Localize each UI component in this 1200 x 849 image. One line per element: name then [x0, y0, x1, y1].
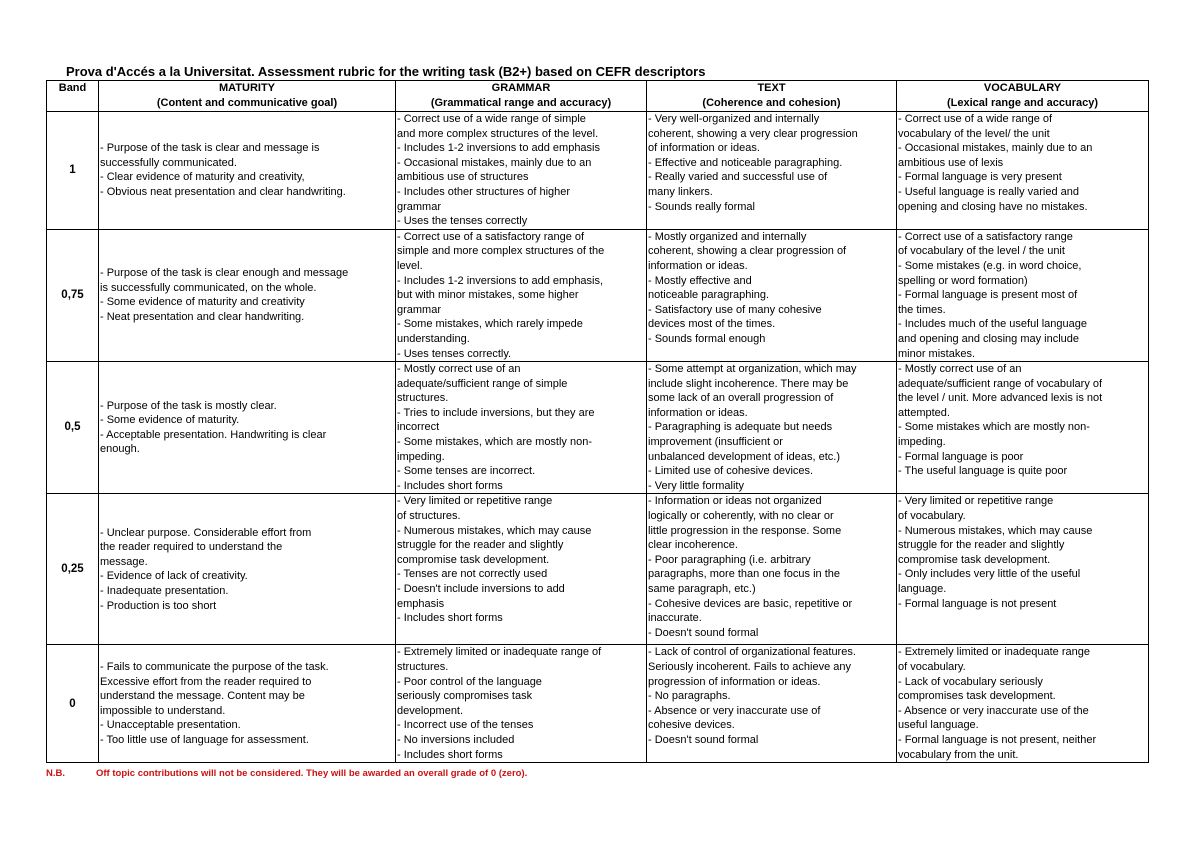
header-row	[47, 81, 1149, 112]
descriptor-line: unbalanced development of ideas, etc.)	[648, 450, 841, 463]
descriptor-line: - The useful language is quite poor	[898, 465, 1068, 478]
text-descriptor	[647, 229, 897, 361]
descriptor-line: - Evidence of lack of creativity.	[100, 570, 248, 583]
descriptor-line: - Mostly correct use of an	[898, 363, 1022, 376]
descriptor-line: - Only includes very little of the useful	[898, 568, 1081, 581]
descriptor-line: the times.	[898, 303, 946, 316]
descriptor-line: language.	[898, 583, 947, 595]
descriptor-line: - Absence or very inaccurate use of	[648, 704, 821, 717]
descriptor-line: - Includes 1-2 inversions to add emphasis,	[397, 274, 604, 287]
descriptor-line: - Unacceptable presentation.	[100, 719, 241, 732]
descriptor-line: - Paragraphing is adequate but needs	[648, 421, 833, 434]
descriptor-line: - Very little formality	[648, 479, 744, 492]
page-title: Prova d'Accés a la Universitat. Assessment rubric for the writing task (B2+) based on CEFR descriptors	[66, 64, 706, 79]
descriptor-line: - Some mistakes (e.g. in word choice,	[898, 259, 1082, 272]
maturity-descriptor	[99, 494, 396, 645]
descriptor-line: - Some attempt at organization, which may	[648, 363, 857, 376]
descriptor-line: devices most of the times.	[648, 318, 776, 331]
descriptor-line: - Absence or very inaccurate use of the	[898, 704, 1089, 717]
text-descriptor	[647, 645, 897, 763]
descriptor-line: the level / unit. More advanced lexis is not	[898, 392, 1103, 405]
descriptor-line: is successfully communicated, on the whole.	[100, 281, 317, 294]
descriptor-line: - Acceptable presentation. Handwriting is clear	[100, 428, 327, 441]
descriptor-line: - Uses tenses correctly.	[397, 347, 512, 360]
maturity-descriptor	[99, 645, 396, 763]
descriptor-line: paragraphs, more than one focus in the	[648, 568, 841, 581]
vocabulary-descriptor	[897, 362, 1149, 494]
descriptor-line: - Effective and noticeable paragraphing.	[648, 156, 843, 169]
descriptor-line: - Very well-organized and internally	[648, 113, 820, 125]
band-score: 0,25	[47, 494, 99, 645]
descriptor-line: - Clear evidence of maturity and creativity,	[100, 171, 305, 184]
descriptor-line: - Sounds really formal	[648, 200, 755, 213]
descriptor-line: successfully communicated.	[100, 156, 237, 169]
descriptor-line: - Extremely limited or inadequate range of	[397, 646, 602, 659]
descriptor-line: compromises task development.	[898, 690, 1056, 703]
descriptor-line: - Correct use of a wide range of simple	[397, 113, 586, 125]
descriptor-line: - Uses the tenses correctly	[397, 215, 528, 228]
descriptor-line: - Includes short forms	[397, 748, 503, 761]
descriptor-line: - No inversions included	[397, 734, 515, 746]
descriptor-line: - Occasional mistakes, mainly due to an	[898, 142, 1093, 155]
descriptor-line: of structures.	[397, 510, 461, 523]
descriptor-line: - Purpose of the task is mostly clear.	[100, 399, 277, 412]
descriptor-line: - Occasional mistakes, mainly due to an	[397, 156, 592, 169]
descriptor-line: minor mistakes.	[898, 347, 976, 360]
footnote	[46, 768, 527, 779]
descriptor-line: - No paragraphs.	[648, 690, 731, 703]
descriptor-line: useful language.	[898, 719, 979, 732]
descriptor-line: understand the message. Content may be	[100, 690, 305, 703]
descriptor-line: - Mostly correct use of an	[397, 363, 521, 376]
descriptor-line: - Correct use of a wide range of	[898, 113, 1053, 125]
maturity-descriptor	[99, 229, 396, 361]
header-grammar: GRAMMAR (Grammatical range and accuracy)	[396, 81, 647, 112]
descriptor-line: impeding.	[397, 450, 445, 463]
descriptor-line: - Doesn't sound formal	[648, 626, 759, 639]
rubric-row	[47, 362, 1149, 494]
descriptor-line: information or ideas.	[648, 259, 748, 272]
grammar-descriptor	[396, 112, 647, 230]
descriptor-line: - Includes other structures of higher	[397, 185, 571, 198]
descriptor-line: understanding.	[397, 332, 470, 345]
descriptor-line: - Some mistakes, which are mostly non-	[397, 436, 593, 449]
descriptor-line: inaccurate.	[648, 612, 702, 625]
descriptor-line: - Correct use of a satisfactory range	[898, 230, 1073, 243]
descriptor-line: and opening and closing may include	[898, 332, 1080, 345]
rubric-body	[47, 112, 1149, 763]
descriptor-line: of vocabulary.	[898, 510, 966, 523]
descriptor-line: - Tries to include inversions, but they are	[397, 406, 595, 419]
descriptor-line: - Mostly effective and	[648, 274, 752, 287]
descriptor-line: - Correct use of a satisfactory range of	[397, 230, 585, 243]
descriptor-line: - Includes short forms	[397, 479, 503, 492]
descriptor-line: progression of information or ideas.	[648, 675, 821, 688]
descriptor-line: clear incoherence.	[648, 539, 738, 552]
grammar-descriptor	[396, 645, 647, 763]
descriptor-line: of vocabulary.	[898, 661, 966, 674]
footnote-text: Off topic contributions will not be considered. They will be awarded an overall grade of 0 (zero).	[96, 768, 528, 779]
descriptor-line: - Lack of vocabulary seriously	[898, 675, 1043, 688]
descriptor-line: incorrect	[397, 421, 440, 434]
descriptor-line: - Purpose of the task is clear enough and message	[100, 267, 349, 280]
grammar-descriptor	[396, 229, 647, 361]
descriptor-line: - Lack of control of organizational features.	[648, 646, 856, 659]
maturity-descriptor	[99, 112, 396, 230]
descriptor-line: ambitious use of lexis	[898, 156, 1004, 169]
descriptor-line: compromise task development.	[397, 553, 550, 566]
descriptor-line: and more complex structures of the level.	[397, 127, 599, 140]
footnote-label: N.B.	[46, 768, 65, 779]
descriptor-line: message.	[100, 555, 148, 568]
header-vocabulary: VOCABULARY (Lexical range and accuracy)	[897, 81, 1149, 112]
descriptor-line: - Poor paragraphing (i.e. arbitrary	[648, 553, 811, 566]
descriptor-line: adequate/sufficient range of vocabulary of	[898, 377, 1103, 390]
descriptor-line: - Includes short forms	[397, 612, 503, 625]
descriptor-line: - Inadequate presentation.	[100, 585, 229, 598]
band-score: 0	[47, 645, 99, 763]
rubric-row	[47, 229, 1149, 361]
descriptor-line: - Mostly organized and internally	[648, 230, 807, 243]
descriptor-line: - Too little use of language for assessment.	[100, 734, 309, 746]
descriptor-line: - Doesn't include inversions to add	[397, 583, 565, 595]
descriptor-line: structures.	[397, 392, 449, 405]
text-descriptor	[647, 362, 897, 494]
descriptor-line: but with minor mistakes, some higher	[397, 289, 579, 302]
descriptor-line: - Production is too short	[100, 599, 217, 612]
descriptor-line: - Tenses are not correctly used	[397, 568, 548, 581]
maturity-descriptor	[99, 362, 396, 494]
descriptor-line: struggle for the reader and slightly	[898, 539, 1065, 552]
grammar-descriptor	[396, 362, 647, 494]
band-score: 0,5	[47, 362, 99, 494]
descriptor-line: - Purpose of the task is clear and message is	[100, 142, 320, 155]
descriptor-line: development.	[397, 704, 464, 717]
descriptor-line: - Formal language is not present, neither	[898, 734, 1097, 746]
descriptor-line: - Very limited or repetitive range	[898, 495, 1054, 508]
descriptor-line: - Very limited or repetitive range	[397, 495, 553, 508]
descriptor-line: simple and more complex structures of the	[397, 245, 605, 258]
descriptor-line: logically or coherently, with no clear or	[648, 510, 834, 523]
descriptor-line: - Fails to communicate the purpose of the task.	[100, 661, 329, 674]
descriptor-line: Seriously incoherent. Fails to achieve any	[648, 661, 851, 674]
descriptor-line: opening and closing have no mistakes.	[898, 200, 1088, 213]
descriptor-line: - Numerous mistakes, which may cause	[397, 524, 592, 537]
rubric-row	[47, 112, 1149, 230]
descriptor-line: grammar	[397, 200, 442, 213]
descriptor-line: many linkers.	[648, 185, 713, 198]
descriptor-line: grammar	[397, 303, 442, 316]
descriptor-line: level.	[397, 259, 423, 272]
descriptor-line: - Includes much of the useful language	[898, 318, 1087, 331]
descriptor-line: - Useful language is really varied and	[898, 185, 1079, 198]
descriptor-line: - Unclear purpose. Considerable effort from	[100, 526, 312, 539]
vocabulary-descriptor	[897, 494, 1149, 645]
vocabulary-descriptor	[897, 229, 1149, 361]
descriptor-line: information or ideas.	[648, 406, 748, 419]
descriptor-line: ambitious use of structures	[397, 171, 529, 184]
descriptor-line: - Neat presentation and clear handwriting.	[100, 311, 305, 324]
descriptor-line: noticeable paragraphing.	[648, 289, 770, 302]
band-score: 1	[47, 112, 99, 230]
descriptor-line: structures.	[397, 661, 449, 674]
descriptor-line: - Formal language is poor	[898, 450, 1024, 463]
descriptor-line: Excessive effort from the reader required to	[100, 675, 312, 688]
header-band: Band	[47, 81, 99, 112]
descriptor-line: the reader required to understand the	[100, 541, 283, 554]
descriptor-line: - Limited use of cohesive devices.	[648, 465, 814, 478]
descriptor-line: - Formal language is not present	[898, 597, 1057, 610]
header-maturity: MATURITY (Content and communicative goal)	[99, 81, 396, 112]
descriptor-line: - Satisfactory use of many cohesive	[648, 303, 822, 316]
rubric-row	[47, 494, 1149, 645]
descriptor-line: emphasis	[397, 597, 445, 610]
text-descriptor	[647, 494, 897, 645]
descriptor-line: coherent, showing a clear progression of	[648, 245, 847, 258]
descriptor-line: compromise task development.	[898, 553, 1051, 566]
descriptor-line: some lack of an overall progression of	[648, 392, 834, 405]
vocabulary-descriptor	[897, 645, 1149, 763]
descriptor-line: vocabulary from the unit.	[898, 748, 1019, 761]
descriptor-line: - Formal language is present most of	[898, 289, 1078, 302]
rubric-row	[47, 645, 1149, 763]
grammar-descriptor	[396, 494, 647, 645]
descriptor-line: vocabulary of the level/ the unit	[898, 127, 1050, 140]
assessment-rubric-table	[46, 80, 1149, 763]
descriptor-line: - Includes 1-2 inversions to add emphasis	[397, 142, 600, 155]
descriptor-line: improvement (insufficient or	[648, 436, 783, 449]
descriptor-line: impeding.	[898, 436, 946, 449]
descriptor-line: include slight incoherence. There may be	[648, 377, 849, 390]
descriptor-line: - Information or ideas not organized	[648, 495, 822, 508]
descriptor-line: - Sounds formal enough	[648, 332, 766, 345]
descriptor-line: attempted.	[898, 406, 950, 419]
descriptor-line: of vocabulary of the level / the unit	[898, 245, 1065, 258]
descriptor-line: coherent, showing a very clear progression	[648, 127, 858, 140]
descriptor-line: - Cohesive devices are basic, repetitive or	[648, 597, 853, 610]
descriptor-line: - Doesn't sound formal	[648, 734, 759, 746]
descriptor-line: - Some evidence of maturity.	[100, 414, 240, 427]
descriptor-line: - Obvious neat presentation and clear handwriting.	[100, 185, 346, 198]
descriptor-line: - Some mistakes which are mostly non-	[898, 421, 1090, 434]
descriptor-line: - Really varied and successful use of	[648, 171, 828, 184]
header-text: TEXT (Coherence and cohesion)	[647, 81, 897, 112]
descriptor-line: - Incorrect use of the tenses	[397, 719, 534, 732]
band-score: 0,75	[47, 229, 99, 361]
descriptor-line: - Numerous mistakes, which may cause	[898, 524, 1093, 537]
descriptor-line: - Extremely limited or inadequate range	[898, 646, 1090, 659]
descriptor-line: - Some mistakes, which rarely impede	[397, 318, 583, 331]
descriptor-line: of information or ideas.	[648, 142, 760, 155]
descriptor-line: cohesive devices.	[648, 719, 735, 732]
descriptor-line: little progression in the response. Some	[648, 524, 842, 537]
descriptor-line: - Formal language is very present	[898, 171, 1062, 184]
descriptor-line: - Poor control of the language	[397, 675, 542, 688]
descriptor-line: adequate/sufficient range of simple	[397, 377, 568, 390]
descriptor-line: - Some tenses are incorrect.	[397, 465, 536, 478]
descriptor-line: seriously compromises task	[397, 690, 533, 703]
vocabulary-descriptor	[897, 112, 1149, 230]
descriptor-line: same paragraph, etc.)	[648, 583, 756, 595]
descriptor-line: enough.	[100, 443, 140, 456]
descriptor-line: - Some evidence of maturity and creativity	[100, 296, 305, 309]
text-descriptor	[647, 112, 897, 230]
descriptor-line: impossible to understand.	[100, 704, 226, 717]
descriptor-line: struggle for the reader and slightly	[397, 539, 564, 552]
descriptor-line: spelling or word formation)	[898, 274, 1028, 287]
